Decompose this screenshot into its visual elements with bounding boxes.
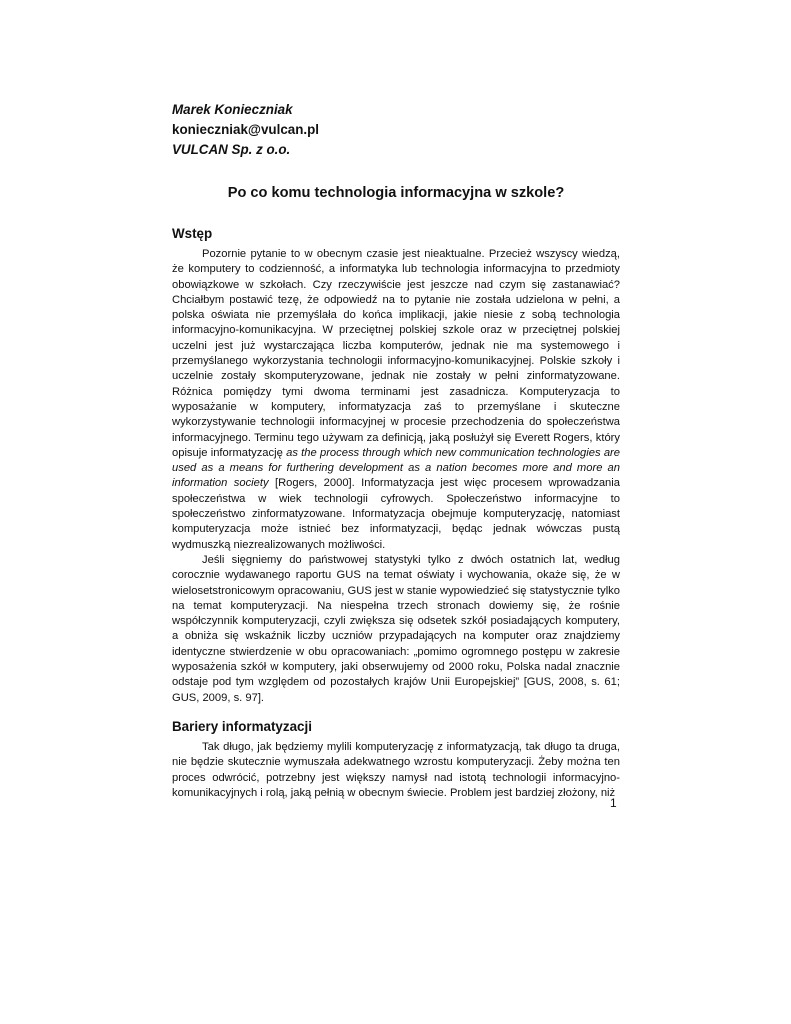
paragraph: Pozornie pytanie to w obecnym czasie jest nieaktualne. Przecież wszyscy wiedzą, że komputery to codzienność, a informatyka lub technologia informacyjna to przedmioty obowiązkowe w szkołach. Czy rzeczywiście jest jeszcze nad czym się zastanawiać? Chciałbym postawić tezę, że odpowiedź na to pytanie nie została udzielona w pełni, a polska oświata nie przemyślała do końca implikacji, jakie niesie z sobą technologia informacyjno-komunikacyjna. W przeciętnej polskiej szkole oraz w przeciętnej polskiej uczelni jest już wystarczająca liczba komputerów, jednak nie ma systemowego i przemyślanego wykorzystania technologii informacyjno-komunikacyjnej. Polskie szkoły i uczelnie zostały skomputeryzowane, jednak nie zostały w pełni zinformatyzowane. Różnica pomiędzy tymi dwoma terminami jest zasadnicza. Komputeryzacja to wyposażanie w komputery, informatyzacja zaś to przemyślane i skuteczne wykorzystywanie technologii informacyjnej w procesie przechodzenia do społeczeństwa informacyjnego. Terminu tego używam za definicją, jaką posłużył się Everett Rogers, który opisuje informatyzację as the process through which new communication technologies are used as a means for furthering development as a nation becomes more and more an information society [Rogers, 2000]. Informatyzacja jest więc procesem wprowadzania społeczeństwa w wiek technologii cyfrowych. Społeczeństwo informacyjne to społeczeństwo zinformatyzowane. Informatyzacja obejmuje komputeryzację, natomiast komputeryzacja może istnieć bez informatyzacji, będąc jednak wówczas pustą wydmuszką niezrealizowanych możliwości.	[172, 248, 620, 551]
author-name: Marek Konieczniak	[172, 102, 293, 117]
author-email: konieczniak@vulcan.pl	[172, 122, 320, 137]
paragraph: Tak długo, jak będziemy mylili komputeryzację z informatyzacją, tak długo ta druga, nie będzie skutecznie wymuszała adekwatnego wzrostu komputeryzacji. Żeby można ten proces odwrócić, potrzebny jest większy namysł nad istotą technologii informacyjno-komunikacyjnych i rolą, jaką pełnią w obecnym świecie. Problem jest bardziej złożony, niż	[172, 740, 620, 799]
author-block	[172, 100, 620, 160]
paragraph: Jeśli sięgniemy do państwowej statystyki tylko z dwóch ostatnich lat, według corocznie wydawanego raportu GUS na temat oświaty i wychowania, okaże się, że w wielosetstronicowym opracowaniu, GUS jest w stanie wypowiedzieć się statystycznie tylko na temat komputeryzacji. Na niespełna trzech stronach dowiemy się, że rośnie współczynnik komputeryzacji, czyli zwiększa się odsetek szkół posiadających komputery, a obniża się wskaźnik liczby uczniów przypadających na komputer oraz znajdziemy identyczne stwierdzenie w obu opracowaniach: „pomimo ogromnego postępu w zakresie wyposażenia szkół w komputery, jaki obserwujemy od 2000 roku, Polska nadal znacznie odstaje pod tym względem od pozostałych krajów Unii Europejskiej” [GUS, 2008, s. 61; GUS, 2009, s. 97].	[172, 553, 620, 704]
section-heading-intro: Wstęp	[172, 226, 213, 241]
document-title: Po co komu technologia informacyjna w szkole?	[227, 185, 565, 201]
author-company: VULCAN Sp. z o.o.	[172, 142, 291, 157]
italic-quote: as the process through which new communication technologies are used as a means for furthering development as a nation becomes more and more an information society	[172, 446, 620, 490]
section-heading-barriers: Bariery informatyzacji	[172, 718, 312, 734]
document-page	[172, 100, 620, 801]
page-number: 1	[610, 796, 617, 810]
